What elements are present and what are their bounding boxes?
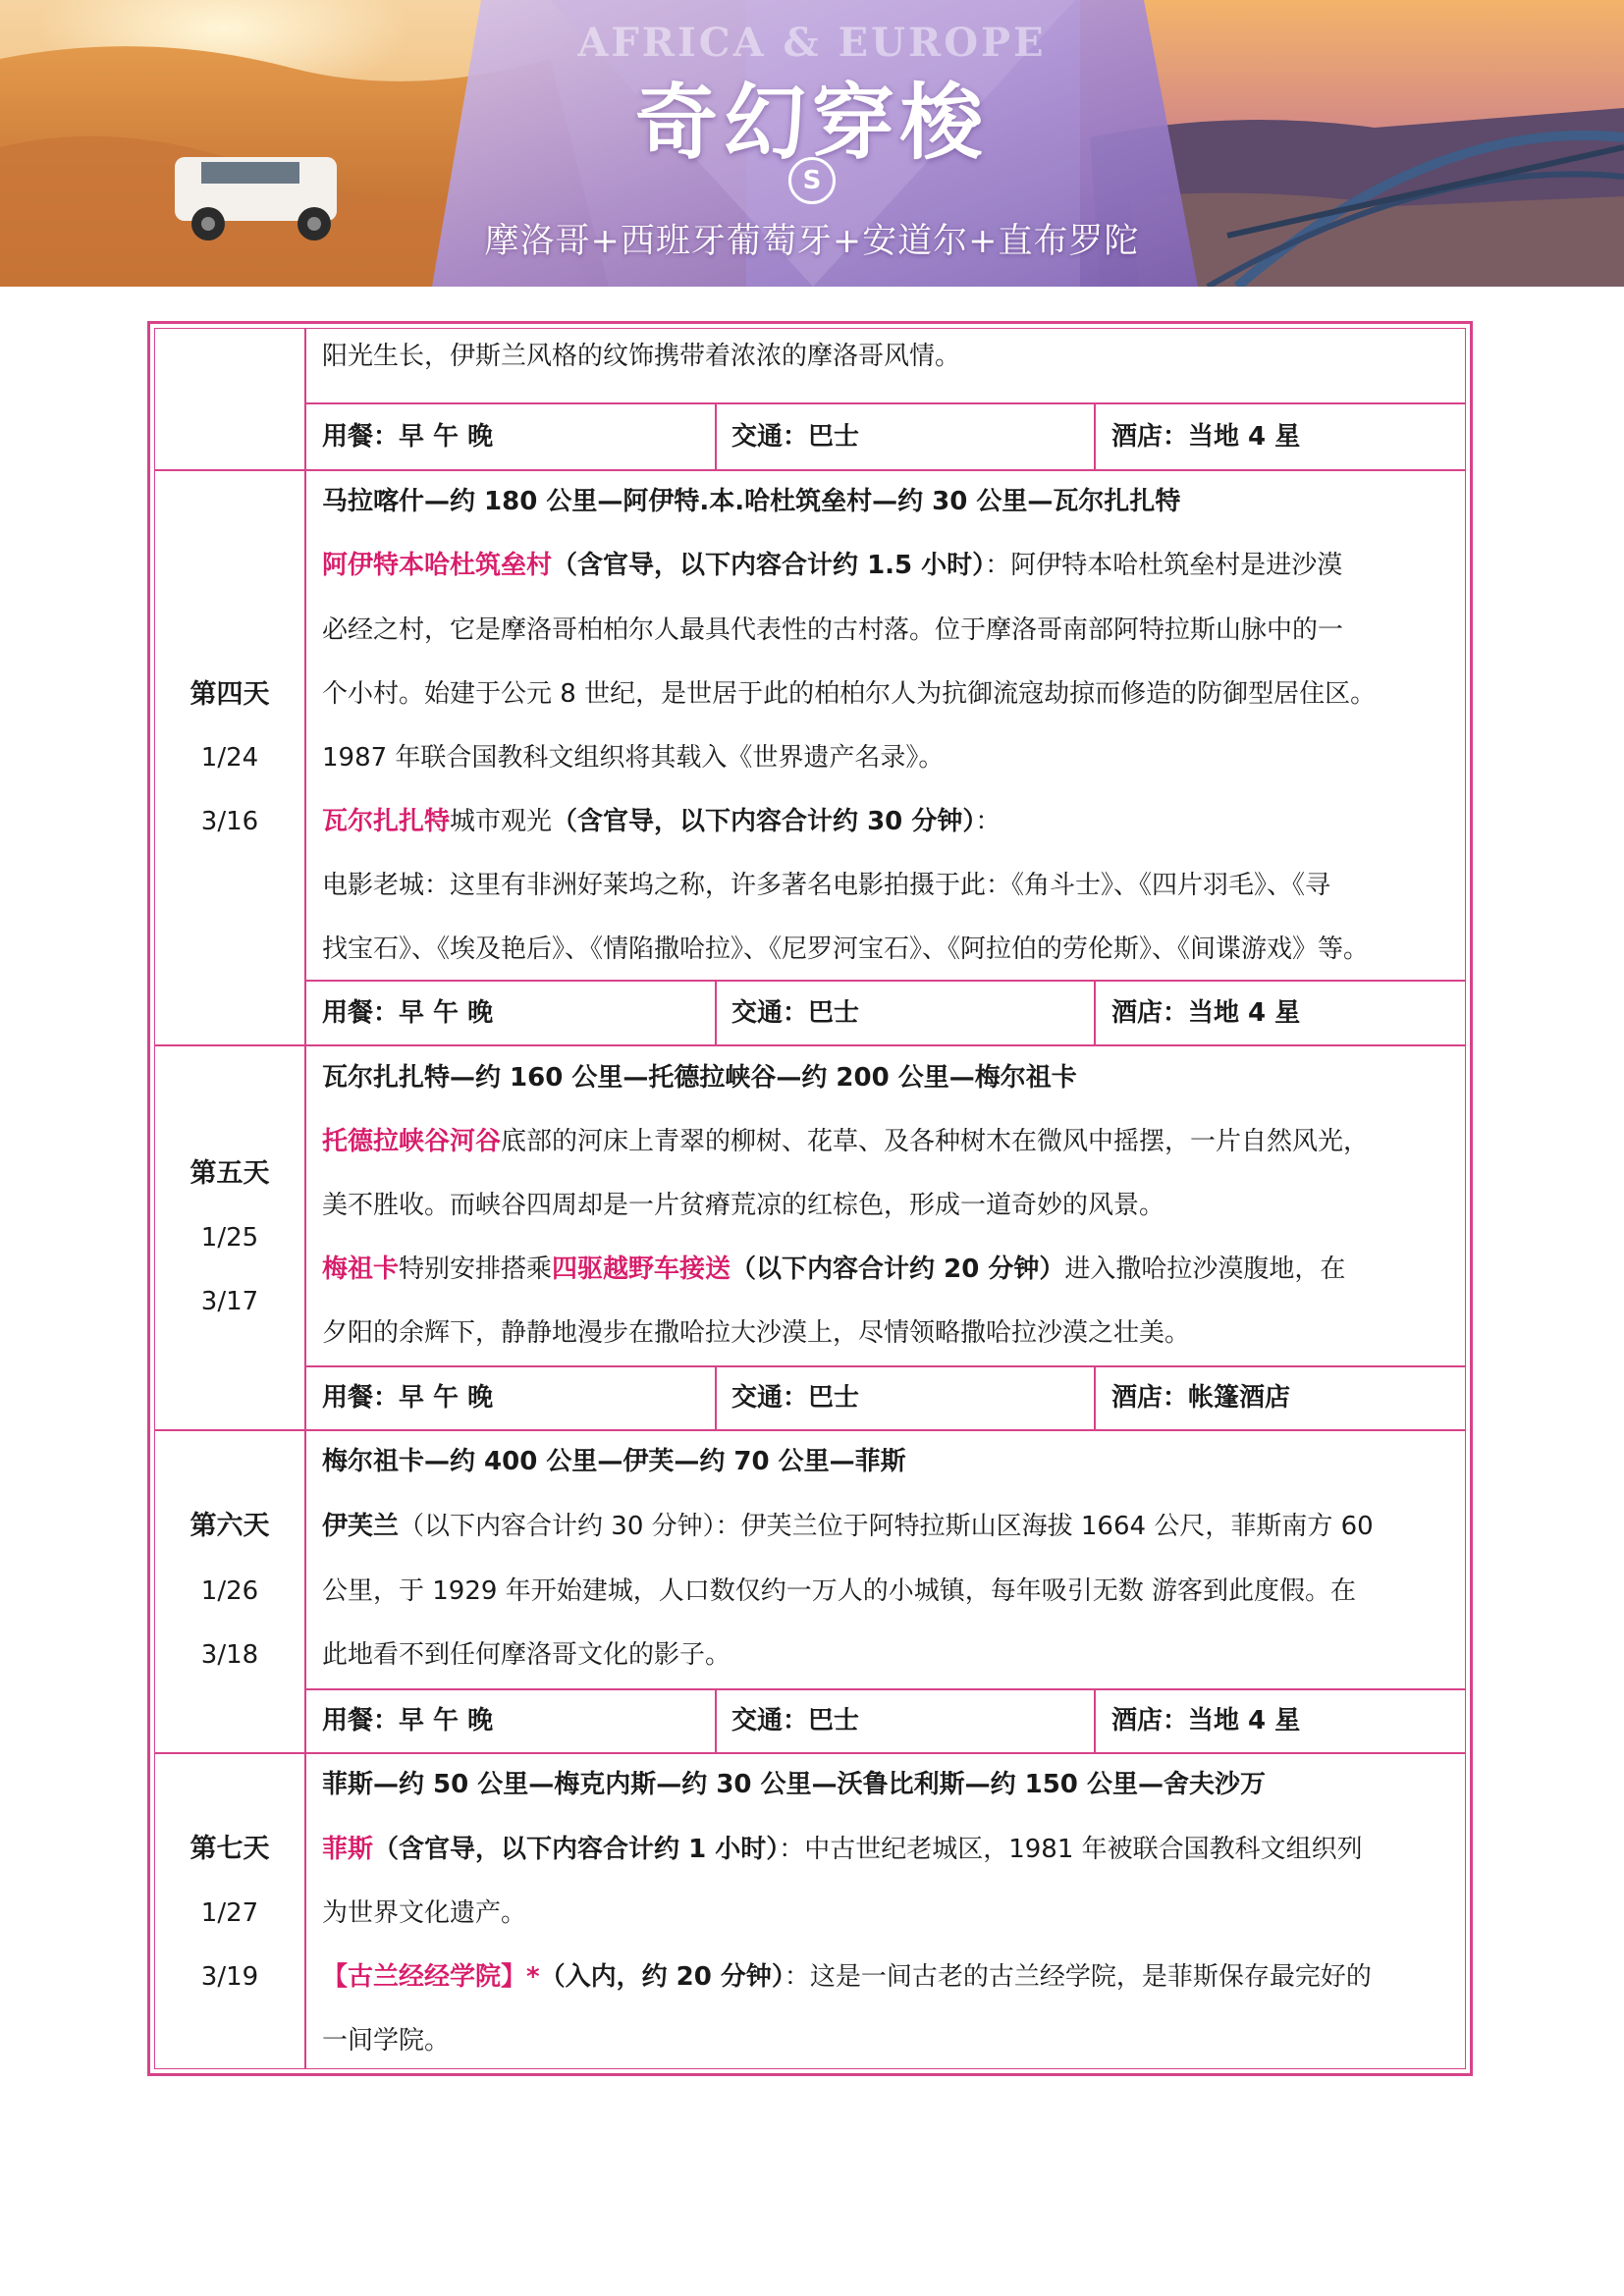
banner-title: 奇幻穿梭 bbox=[634, 75, 989, 171]
header-banner bbox=[0, 0, 1624, 287]
day5-meal: 用餐：早 午 晚 bbox=[322, 1383, 494, 1413]
day3-description: 阳光生长，伊斯兰风格的纹饰携带着浓浓的摩洛哥风情。 bbox=[322, 342, 961, 371]
cell-divider bbox=[1094, 980, 1096, 1044]
day4-text-2: 城市观光 bbox=[450, 807, 553, 836]
day4-duration: （含官导，以下内容合计约 1.5 小时） bbox=[552, 551, 986, 580]
day5-transport: 交通：巴士 bbox=[731, 1383, 860, 1413]
day5-text-3: 进入撒哈拉沙漠腹地，在 bbox=[1064, 1255, 1346, 1284]
day7-route: 菲斯—约 50 公里—梅克内斯—约 30 公里—沃鲁比利斯—约 150 公里—舍夫沙万 bbox=[322, 1770, 1266, 1799]
day4-paragraph-1-line-4: 1987 年联合国教科文组织将其载入《世界遗产名录》。 bbox=[322, 743, 945, 773]
day4-colon: ： bbox=[975, 807, 1001, 836]
day3-hotel: 酒店：当地 4 星 bbox=[1111, 422, 1301, 452]
day6-paragraph-1-line-1 bbox=[322, 1512, 1374, 1541]
day7-duration-2: （入内，约 20 分钟） bbox=[539, 1962, 785, 1992]
cell-divider bbox=[1094, 1688, 1096, 1752]
cell-divider bbox=[715, 1365, 717, 1429]
day7-highlight: 菲斯 bbox=[322, 1835, 374, 1864]
banner-subtitle: 摩洛哥+西班牙葡萄牙+安道尔+直布罗陀 bbox=[484, 222, 1140, 261]
day7-paragraph-1-line-2: 为世界文化遗产。 bbox=[322, 1898, 527, 1928]
day4-paragraph-3-line-2: 找宝石》、《埃及艳后》、《情陷撒哈拉》、《尼罗河宝石》、《阿拉伯的劳伦斯》、《间谍游戏》等。 bbox=[322, 934, 1370, 964]
day6-meal: 用餐：早 午 晚 bbox=[322, 1706, 494, 1735]
day4-label: 第四天 bbox=[189, 679, 270, 710]
cell-divider bbox=[1094, 402, 1096, 469]
day7-date-2: 3/19 bbox=[200, 1962, 259, 1992]
day5-highlight-3: 四驱越野车接送 bbox=[552, 1255, 731, 1284]
row-line bbox=[154, 1044, 1466, 1046]
row-line bbox=[154, 1752, 1466, 1754]
day5-text: 底部的河床上青翠的柳树、花草、及各种树木在微风中摇摆，一片自然风光， bbox=[501, 1127, 1370, 1156]
day5-highlight: 托德拉峡谷河谷 bbox=[322, 1127, 502, 1156]
row-line bbox=[305, 1688, 1466, 1690]
day7-paragraph-1-line-1 bbox=[322, 1835, 1363, 1864]
day5-paragraph-2-line-2: 夕阳的余辉下，静静地漫步在撒哈拉大沙漠上，尽情领略撒哈拉沙漠之壮美。 bbox=[322, 1318, 1191, 1348]
row-line bbox=[305, 980, 1466, 982]
day6-highlight: 伊芙兰 bbox=[322, 1512, 400, 1541]
banner-title-en: AFRICA & EUROPE bbox=[577, 20, 1047, 66]
day4-transport: 交通：巴士 bbox=[731, 998, 860, 1028]
day4-meal: 用餐：早 午 晚 bbox=[322, 998, 494, 1028]
day5-duration: （以下内容合计约 20 分钟） bbox=[731, 1255, 1065, 1284]
day4-route: 马拉喀什—约 180 公里—阿伊特.本.哈杜筑垒村—约 30 公里—瓦尔扎扎特 bbox=[322, 487, 1181, 516]
row-line bbox=[305, 402, 1466, 404]
cell-divider bbox=[715, 980, 717, 1044]
day5-highlight-2: 梅祖卡 bbox=[322, 1255, 400, 1284]
day5-paragraph-1-line-2: 美不胜收。而峡谷四周却是一片贫瘠荒凉的红棕色，形成一道奇妙的风景。 bbox=[322, 1191, 1165, 1220]
day7-paragraph-2-line-1 bbox=[322, 1962, 1372, 1992]
day5-paragraph-1-line-1 bbox=[322, 1127, 1369, 1156]
day5-paragraph-2-line-1 bbox=[322, 1255, 1345, 1284]
day5-label: 第五天 bbox=[189, 1158, 270, 1189]
day7-text-2: ：这是一间古老的古兰经学院，是菲斯保存最完好的 bbox=[784, 1962, 1372, 1992]
day6-paragraph-1-line-3: 此地看不到任何摩洛哥文化的影子。 bbox=[322, 1640, 731, 1670]
day4-hotel: 酒店：当地 4 星 bbox=[1111, 998, 1301, 1028]
row-line bbox=[305, 1365, 1466, 1367]
cell-divider bbox=[1094, 1365, 1096, 1429]
cell-divider bbox=[715, 1688, 717, 1752]
day4-text: ：阿伊特本哈杜筑垒村是进沙漠 bbox=[985, 551, 1343, 580]
day5-text-2: 特别安排搭乘 bbox=[399, 1255, 553, 1284]
day4-highlight-2: 瓦尔扎扎特 bbox=[322, 807, 451, 836]
day6-date-2: 3/18 bbox=[200, 1640, 259, 1670]
day5-hotel: 酒店：帐篷酒店 bbox=[1111, 1383, 1291, 1413]
day3-transport: 交通：巴士 bbox=[731, 422, 860, 452]
day5-route: 瓦尔扎扎特—约 160 公里—托德拉峡谷—约 200 公里—梅尔祖卡 bbox=[322, 1063, 1077, 1093]
day4-date-1: 1/24 bbox=[200, 743, 259, 773]
day3-meal: 用餐：早 午 晚 bbox=[322, 422, 494, 452]
day4-paragraph-1-line-3: 个小村。始建于公元 8 世纪，是世居于此的柏柏尔人为抗御流寇劫掠而修造的防御型居住区。 bbox=[322, 679, 1377, 709]
day7-date-1: 1/27 bbox=[200, 1898, 259, 1928]
day4-duration-2: （含官导，以下内容合计约 30 分钟） bbox=[552, 807, 976, 836]
day6-hotel: 酒店：当地 4 星 bbox=[1111, 1706, 1301, 1735]
day6-date-1: 1/26 bbox=[200, 1576, 259, 1606]
day5-date-1: 1/25 bbox=[200, 1223, 259, 1253]
day6-label: 第六天 bbox=[189, 1511, 270, 1541]
day4-date-2: 3/16 bbox=[200, 807, 259, 836]
row-line bbox=[154, 469, 1466, 471]
day4-highlight: 阿伊特本哈杜筑垒村 bbox=[322, 551, 553, 580]
brand-logo-icon: S bbox=[788, 157, 836, 204]
row-line bbox=[154, 1429, 1466, 1431]
day4-paragraph-1-line-1 bbox=[322, 551, 1342, 580]
day6-transport: 交通：巴士 bbox=[731, 1706, 860, 1735]
day7-paragraph-2-line-2: 一间学院。 bbox=[322, 2026, 451, 2056]
day4-paragraph-3-line-1: 电影老城：这里有非洲好莱坞之称，许多著名电影拍摄于此：《角斗士》、《四片羽毛》、《寻 bbox=[322, 871, 1331, 900]
day4-paragraph-2 bbox=[322, 807, 1001, 836]
day4-paragraph-1-line-2: 必经之村，它是摩洛哥柏柏尔人最具代表性的古村落。位于摩洛哥南部阿特拉斯山脉中的一 bbox=[322, 615, 1344, 645]
day6-paragraph-1-line-2: 公里，于 1929 年开始建城，人口数仅约一万人的小城镇，每年吸引无数 游客到此度假。在 bbox=[322, 1576, 1356, 1606]
day6-route: 梅尔祖卡—约 400 公里—伊芙—约 70 公里—菲斯 bbox=[322, 1447, 906, 1476]
day7-label: 第七天 bbox=[189, 1834, 270, 1864]
day7-text: ：中古世纪老城区，1981 年被联合国教科文组织列 bbox=[779, 1835, 1363, 1864]
day5-date-2: 3/17 bbox=[200, 1287, 259, 1316]
column-divider bbox=[304, 328, 306, 2069]
day7-highlight-2: 【古兰经经学院】* bbox=[322, 1962, 540, 1992]
day6-text: （以下内容合计约 30 分钟）：伊芙兰位于阿特拉斯山区海拔 1664 公尺，菲斯南方 60 bbox=[399, 1512, 1374, 1541]
day7-duration: （含官导，以下内容合计约 1 小时） bbox=[373, 1835, 780, 1864]
cell-divider bbox=[715, 402, 717, 469]
